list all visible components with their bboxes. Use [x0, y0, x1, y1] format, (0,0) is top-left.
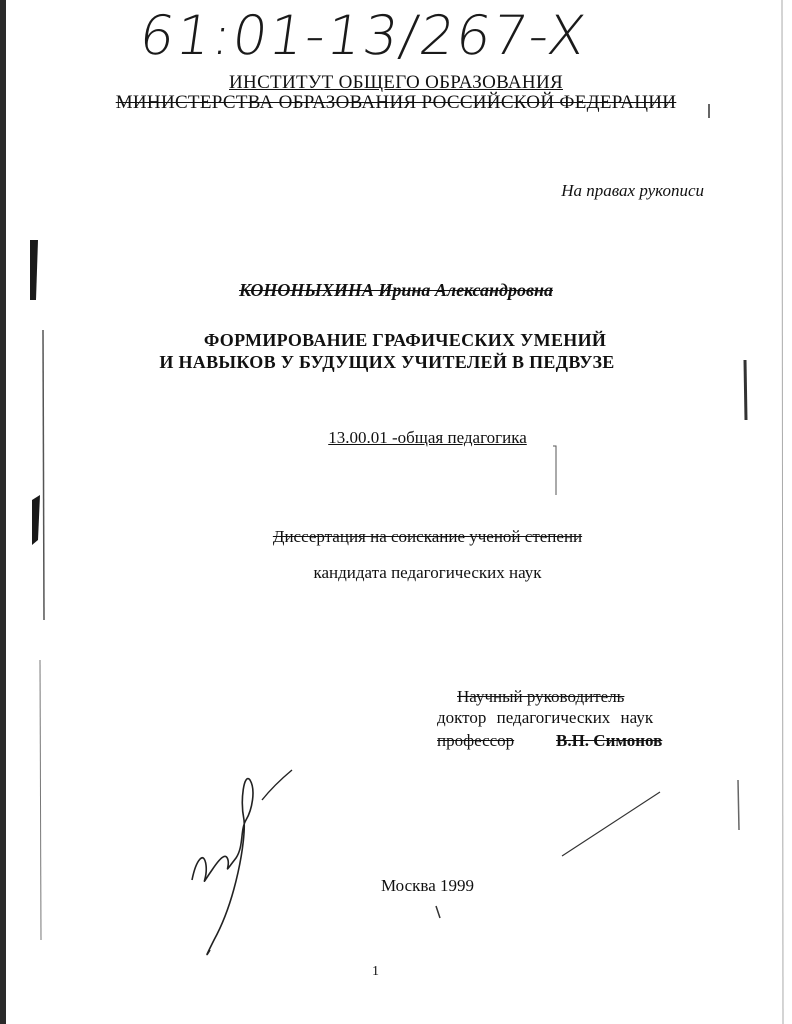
archive-code: 61:01-13/267-X [135, 4, 592, 67]
scan-line [40, 660, 41, 940]
institute-name: ИНСТИТУТ ОБЩЕГО ОБРАЗОВАНИЯ [229, 72, 563, 93]
dissertation-title-line2: И НАВЫКОВ У БУДУЩИХ УЧИТЕЛЕЙ В ПЕДВУЗЕ [159, 352, 615, 372]
supervisor-name: В.П. Симонов [556, 731, 663, 750]
scan-line [436, 906, 440, 918]
manuscript-rights: На правах рукописи [561, 181, 704, 200]
author-name: КОНОНЫХИНА Ирина Александровна [239, 280, 553, 300]
handwritten-signature [192, 779, 253, 955]
scan-line [553, 446, 556, 495]
scan-line [738, 780, 739, 830]
dissertation-title-line1: ФОРМИРОВАНИЕ ГРАФИЧЕСКИХ УМЕНИЙ [203, 330, 607, 350]
ministry-name: МИНИСТЕРСТВА ОБРАЗОВАНИЯ РОССИЙСКОЙ ФЕДЕРАЦИИ [115, 92, 677, 113]
scan-shadow [0, 0, 6, 1024]
supervisor-heading: Научный руководитель [457, 687, 625, 706]
dissertation-label: Диссертация на соискание ученой степени [272, 527, 583, 546]
supervisor-degree: доктор педагогических наук [437, 708, 654, 727]
scan-line [782, 0, 783, 1024]
handwritten-signature [262, 770, 292, 800]
specialty-code: 13.00.01 -общая педагогика [328, 428, 527, 447]
city-year: Москва 1999 [380, 876, 475, 895]
page-number: 1 [372, 964, 379, 979]
scan-line [562, 792, 660, 856]
degree-label: кандидата педагогических наук [313, 563, 542, 582]
supervisor-title: профессор [437, 731, 515, 750]
